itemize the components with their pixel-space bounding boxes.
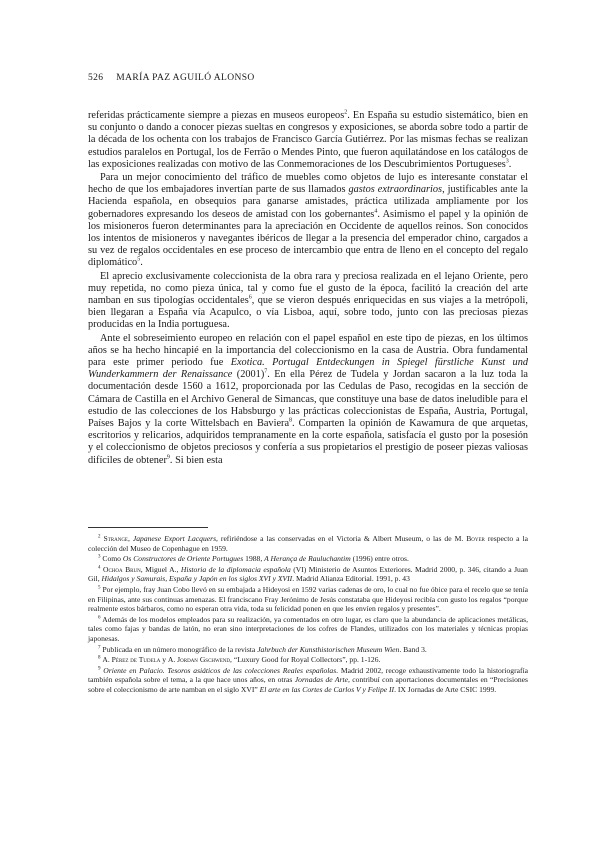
footnote-ref: 9 — [166, 454, 170, 461]
footnote-ref: 7 — [264, 368, 268, 375]
running-author: MARÍA PAZ AGUILÓ ALONSO — [116, 73, 255, 83]
footnote-ref: 5 — [137, 257, 141, 264]
running-header — [88, 73, 528, 83]
main-text — [88, 110, 528, 467]
footnote-ref: 3 — [505, 158, 509, 165]
footnote-3: $^3$ Como Os Constructores de Oriente Portugues 1988, A Herança de Rauluchantim (1996) entre otros. — [98, 554, 409, 564]
footnote-ref: 2 — [344, 109, 348, 116]
footnotes — [88, 534, 528, 696]
footnote-5: $^5$ Por ejemplo, fray Juan Cobo llevó en su embajada a Hideyosi en 1592 varias cadenas de oro, lo cual no fue óbice para el recelo que se tenía en Filipinas, ante sus continuas amenazas. El franciscano Fray Jerónimo de Jesús constataba que Hideyosi recibía con gusto los regalos “porque realmente estos bárbaros, como no esperan otra vida, toda su felicidad ponen en que les envíen regalos y presentes”. — [88, 584, 529, 614]
paragraph-3: El aprecio exclusivamente coleccionista de la obra rara y preciosa realizada en el lejano Oriente, pero muy repetida, no como pieza única, tal y como fue el gusto de la época, facilitó la creación del arte namban en sus tipologías occidentales$^6$, que se vieron después enriquecidas en sus viajes a la metrópoli, bien llegaran a España vía Acapulco, o vía Lisboa, aquí, sobre todo, junto con las preciosas piezas producidas en la India portuguesa. — [88, 270, 528, 331]
footnote-8: $^8$ A. Pérez de Tudela y A. Jordan Gschwend, “Luxury Good for Royal Collectors”, pp. 1-126. — [98, 655, 381, 665]
footnote-2: $^2$ Strange, Japanese Export Lacquers, refiriéndose a las conservadas en el Victoria & Albert Museum, o las de M. Boyer respecto a la colección del Museo de Copenhague en 1959. — [88, 534, 528, 553]
page-number: 526 — [88, 73, 104, 83]
paragraph-4: Ante el sobreseimiento europeo en relación con el papel español en este tipo de piezas, en los últimos años se ha hecho hincapié en la importancia del coleccionismo en la casa de Austria. Obra fundamental para este primer periodo fue Exotica. Portugal Entdeckungen in Spiegel fürstliche Kunst und Wunderkammern der Renaissance $(2001)^7$. En ella Pérez de Tudela y Jordan sacaron a la luz toda la documentación desde 1560 a 1612, proporcionada por las Cedulas de Paso, recogidas en la sección de Cámara de Castilla en el Archivo General de Simancas, que constituye una base de datos ineludible para el estudio de las colecciones de los Habsburgo y las prácticas coleccionistas de España, Austria, Portugal, Países Bajos y la corte Wittelsbach en Baviera$^8$. Comparten la opinión de Kawamura de que arquetas, escritorios y relicarios, adquiridos tempranamente en la corte española, satisfacía el gusto por la posesión y el coleccionismo de objetos preciosos y confería a sus propietarios el prestigio de poseer piezas valiosas difíciles de obtener$^9$. Si bien esta — [88, 332, 528, 466]
footnote-ref: 6 — [248, 294, 252, 301]
footnote-9: $^9$ Oriente en Palacio. Tesoros asiáticos de las colecciones Reales españolas. Madrid 2002, recoge exhaustivamente todo la historiografía también española sobre el tema, a la que hace unos años, en otras Jornadas de Arte, contribuí con aportaciones documentales en “Precisiones sobre el coleccionismo de arte namban en el siglo XVI” El arte en las Cortes de Carlos V y Felipe II. IX Jornadas de Arte CSIC 1999. — [88, 665, 529, 694]
footnote-4: $^4$ Ochoa Brun, Miguel A., Historia de la diplomacia española (VI) Ministerio de Asuntos Exteriores. Madrid 2000, p. 346, citando a Juan Gil, Hidalgos y Samurais, España y Japón en los siglos XVI y XVII. Madrid Alianza Editorial. 1991, p. 43 — [88, 564, 528, 584]
footnote-divider — [88, 527, 208, 528]
paragraph-2: Para un mejor conocimiento del tráfico de muebles como objetos de lujo es interesante constatar el hecho de que los embajadores invertían parte de sus llamados gastos extraordinarios, justificables ante la Hacienda española, en obsequios para ganarse amistades, práctica utilizada ampliamente por los gobernadores expresando los deseos de amistad con los gobernantes$^4$. Asimismo el papel y la opinión de los misioneros fueron determinantes para la apreciación en Occidente de aquellos reinos. Son conocidos los intentos de misioneros y navegantes ibéricos de llegar a la presencia del emperador chino, cargados a su vez de regalos occidentales en ese proceso de intercambio que entra de lleno en el concepto del regalo diplomático$^5$. — [88, 172, 529, 269]
footnote-ref: 4 — [374, 208, 378, 215]
footnote-7: $^7$ Publicada en un número monográfico de la revista Jahrbuch der Kunsthistorischen Museum Wien. Band 3. — [98, 644, 427, 654]
footnote-6: $^6$ Además de los modelos empleados para su realización, ya comentados en otro lugar, es claro que la abundancia de aplicaciones metálicas, tales como fajas y bandas de latón, no eran sino interpretaciones de los cofres de Flandes, utilizados con los materiales y técnicas propias japonesas. — [88, 614, 529, 643]
paragraph-1: referidas prácticamente siempre a piezas en museos europeos$^2$. En España su estudio sistemático, bien en su conjunto o dando a conocer piezas sueltas en congresos y exposiciones, se aborda sobre todo a partir de la década de los ochenta con los trabajos de Francisco García Gutiérrez. Por las mismas fechas se realizan estudios paralelos en Portugal, los de Ferrão o Mendes Pinto, que fueron aquilatándose en los catálogos de las exposiciones realizadas con motivo de las Conmemoraciones de los Descubrimientos Portugueses$^3$. — [88, 109, 528, 170]
footnote-ref: 8 — [289, 417, 293, 424]
